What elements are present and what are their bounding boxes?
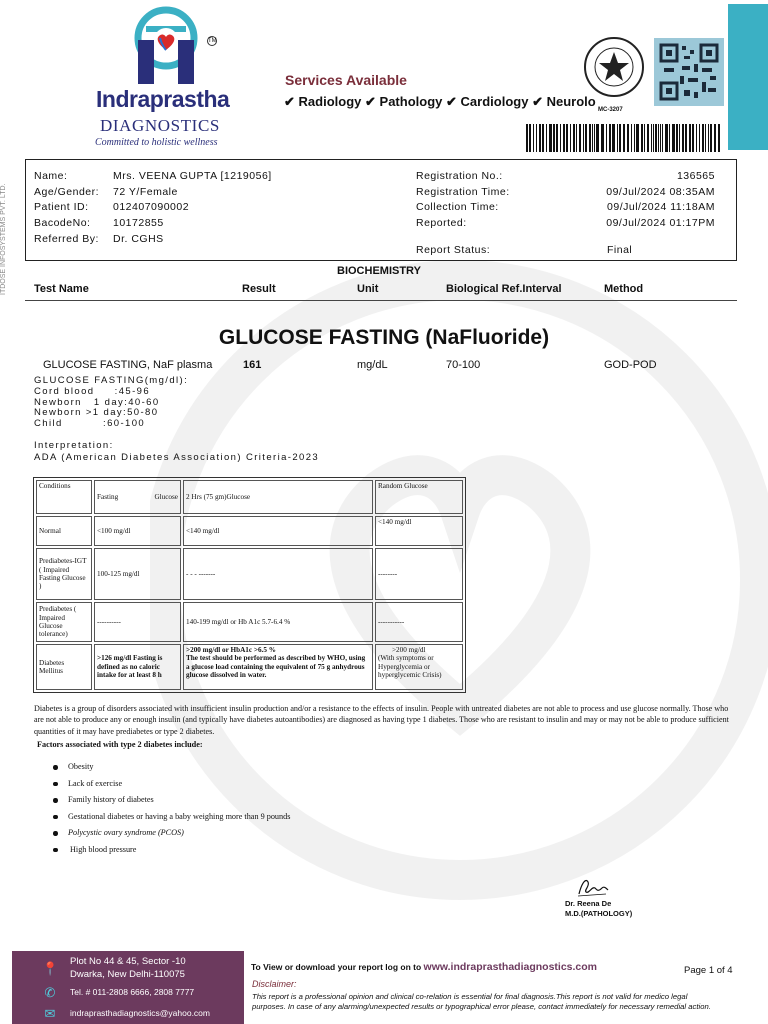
collection-time: 09/Jul/2024 11:18AM	[607, 201, 715, 213]
website-link[interactable]: www.indraprasthadiagnostics.com	[423, 961, 598, 973]
table-cell: >126 mg/dl Fasting is defined as no caloric intake for at least 8 h	[94, 644, 181, 690]
footer-address-line1: Plot No 44 & 45, Sector -10	[70, 956, 186, 967]
table-cell: Normal	[36, 516, 92, 546]
age-gender: 72 Y/Female	[113, 186, 178, 198]
result-value: 161	[243, 359, 262, 371]
table-row	[36, 516, 463, 546]
footer-address-line2: Dwarka, New Delhi-110075	[70, 969, 185, 980]
list-item: Polycystic ovary syndrome (PCOS)	[53, 828, 290, 845]
table-cell: Prediabetes ( Impaired Glucose tolerance)	[36, 602, 92, 642]
brand-name: Indraprastha	[96, 86, 230, 112]
list-item: High blood pressure	[53, 845, 290, 862]
table-row	[36, 548, 463, 600]
phone-icon: ✆	[44, 985, 56, 1000]
table-cell: Prediabetes-IGT ( Impaired Fasting Glucose )	[36, 548, 92, 600]
column-unit: Unit	[357, 283, 379, 295]
report-status: Final	[607, 244, 633, 256]
table-row	[36, 480, 463, 514]
table-cell-text: >200 mg/dl or HbA1c >6.5 %	[186, 646, 276, 654]
result-range: 70-100	[446, 359, 481, 371]
test-title: GLUCOSE FASTING (NaFluoride)	[218, 326, 550, 349]
barcode-number: 10172855	[113, 217, 164, 229]
age-gender-label: Age/Gender:	[34, 186, 100, 198]
list-item: Lack of exercise	[53, 779, 290, 796]
accreditation-seal-icon	[583, 36, 645, 98]
reported-time: 09/Jul/2024 01:17PM	[606, 217, 715, 229]
table-cell: --------	[375, 548, 463, 600]
patient-id: 012407090002	[113, 201, 190, 213]
diabetes-description: Diabetes is a group of disorders associated with insufficient insulin production and/or a resistance to the effects of insulin. People with untreated diabetes are not able to process and use glucose normally. Those who are not able to produce any or enough insulin (and typically have diabetes autoantibodies) are diagnosed as having type 1 diabetes. Those who are resistant to insulin and may or may not be able to produce sufficient quantities of it may have prediabetes or type 2 diabetes.	[34, 704, 729, 736]
interpretation-text: ADA (American Diabetes Association) Criteria-2023	[34, 451, 320, 463]
table-cell-text: (With symptoms or Hyperglycemia or hyperglycemic Crisis)	[378, 654, 442, 680]
doctor-name: Dr. Reena De	[565, 899, 612, 908]
brand-tagline: Committed to holistic wellness	[95, 137, 218, 148]
list-item: Family history of diabetes	[53, 795, 290, 812]
check-icon: ✔	[365, 94, 376, 109]
table-cell: 2 Hrs (75 gm)Glucose	[183, 480, 373, 514]
brand-accent-bar	[728, 4, 768, 150]
disclaimer-text: This report is a professional opinion and clinical co-relation is essential for final diagnosis.This report is not valid for medico legal purposes. In case of any alarming/unexpected results or typographical error please, contact immediately for necessary remedial action.	[252, 992, 711, 1012]
report-status-label: Report Status:	[416, 244, 491, 256]
patient-name: Mrs. VEENA GUPTA [1219056]	[113, 170, 272, 182]
table-cell: <140 mg/dl	[183, 516, 373, 546]
referred-by: Dr. CGHS	[113, 233, 164, 245]
footer-email[interactable]: indraprasthadiagnostics@yahoo.com	[70, 1008, 210, 1018]
column-result: Result	[242, 283, 276, 295]
column-test-name: Test Name	[34, 283, 89, 295]
collection-time-label: Collection Time:	[416, 201, 499, 213]
patient-name-label: Name:	[34, 170, 68, 182]
mail-icon: ✉	[44, 1006, 56, 1021]
table-cell-text: >200 mg/dl	[392, 646, 426, 654]
column-ref-interval: Biological Ref.Interval	[446, 283, 562, 295]
table-cell: - - - -------	[183, 548, 373, 600]
result-unit: mg/dL	[357, 359, 388, 371]
doctor-signature	[576, 876, 610, 898]
table-cell: <140 mg/dl	[375, 516, 463, 546]
reference-ranges: GLUCOSE FASTING(mg/dl): Cord blood :45-96 Newborn 1 day:40-60 Newborn >1 day:50-80 Child :60-100	[34, 375, 189, 430]
header-divider	[25, 300, 737, 301]
disclaimer-title: Disclaimer:	[252, 979, 297, 989]
brand-logo-icon	[124, 6, 208, 90]
result-method: GOD-POD	[604, 359, 657, 371]
service-item: Neurolo	[546, 94, 596, 109]
list-item: Obesity	[53, 762, 290, 779]
view-report-text: To View or download your report log on to	[251, 962, 422, 972]
table-cell: 100-125 mg/dl	[94, 548, 181, 600]
vendor-side-text: ITDOSE INFOSYSTEMS PVT. LTD.	[0, 183, 7, 295]
page-number: Page 1 of 4	[684, 965, 733, 976]
check-icon: ✔	[284, 94, 295, 109]
ada-criteria-table	[33, 477, 466, 693]
table-cell: ----------	[94, 602, 181, 642]
check-icon: ✔	[532, 94, 543, 109]
table-cell-text: Fasting	[97, 492, 119, 501]
table-cell: -----------	[375, 602, 463, 642]
registration-time: 09/Jul/2024 08:35AM	[606, 186, 715, 198]
table-cell: 140-199 mg/dl or Hb A1c 5.7-6.4 %	[183, 602, 373, 642]
interpretation-label: Interpretation:	[34, 440, 114, 451]
table-cell: Conditions	[36, 480, 92, 514]
reported-label: Reported:	[416, 217, 467, 229]
table-cell: Diabetes Mellitus	[36, 644, 92, 690]
service-item: Cardiology	[460, 94, 529, 109]
factors-title: Factors associated with type 2 diabetes include:	[37, 740, 203, 749]
footer-contact-panel	[12, 951, 244, 1024]
result-test-name: GLUCOSE FASTING, NaF plasma	[43, 359, 213, 371]
patient-id-label: Patient ID:	[34, 201, 89, 213]
doctor-degree: M.D.(PATHOLOGY)	[565, 909, 633, 918]
service-item: Radiology	[298, 94, 362, 109]
registration-no-label: Registration No.:	[416, 170, 503, 182]
location-pin-icon: 📍	[42, 961, 59, 976]
table-cell-text: The test should be performed as described by WHO, using a glucose load containing the equivalent of 75 g anhydrous glucose dissolved in water.	[186, 654, 366, 680]
list-item: Gestational diabetes or having a baby weighing more than 9 pounds	[53, 812, 290, 829]
accreditation-code: MC-3207	[598, 107, 623, 113]
services-list	[284, 94, 596, 110]
table-cell	[375, 644, 463, 690]
registration-no: 136565	[676, 170, 715, 182]
section-title: BIOCHEMISTRY	[337, 265, 421, 277]
table-cell	[183, 644, 373, 690]
footer-phone[interactable]: Tel. # 011-2808 6666, 2808 7777	[70, 987, 195, 997]
table-cell: <100 mg/dl	[94, 516, 181, 546]
column-method: Method	[604, 283, 644, 295]
table-cell: Random Glucose	[375, 480, 463, 514]
services-title: Services Available	[285, 72, 407, 88]
table-row	[36, 602, 463, 642]
check-icon: ✔	[446, 94, 457, 109]
table-row	[36, 644, 463, 690]
trademark-mark: TM	[208, 38, 217, 44]
brand-subtitle: DIAGNOSTICS	[100, 116, 220, 135]
doctor-info	[565, 899, 632, 919]
view-report-line	[251, 961, 597, 973]
qr-code-icon[interactable]	[654, 38, 724, 106]
referred-by-label: Referred By:	[34, 233, 99, 245]
registration-time-label: Registration Time:	[416, 186, 510, 198]
service-item: Pathology	[379, 94, 443, 109]
interpretation	[34, 440, 319, 463]
table-cell	[94, 480, 181, 514]
factors-list	[53, 762, 290, 862]
barcode-label: BacodeNo:	[34, 217, 91, 229]
table-cell-text: Glucose	[154, 492, 178, 501]
barcode-icon	[526, 124, 722, 152]
